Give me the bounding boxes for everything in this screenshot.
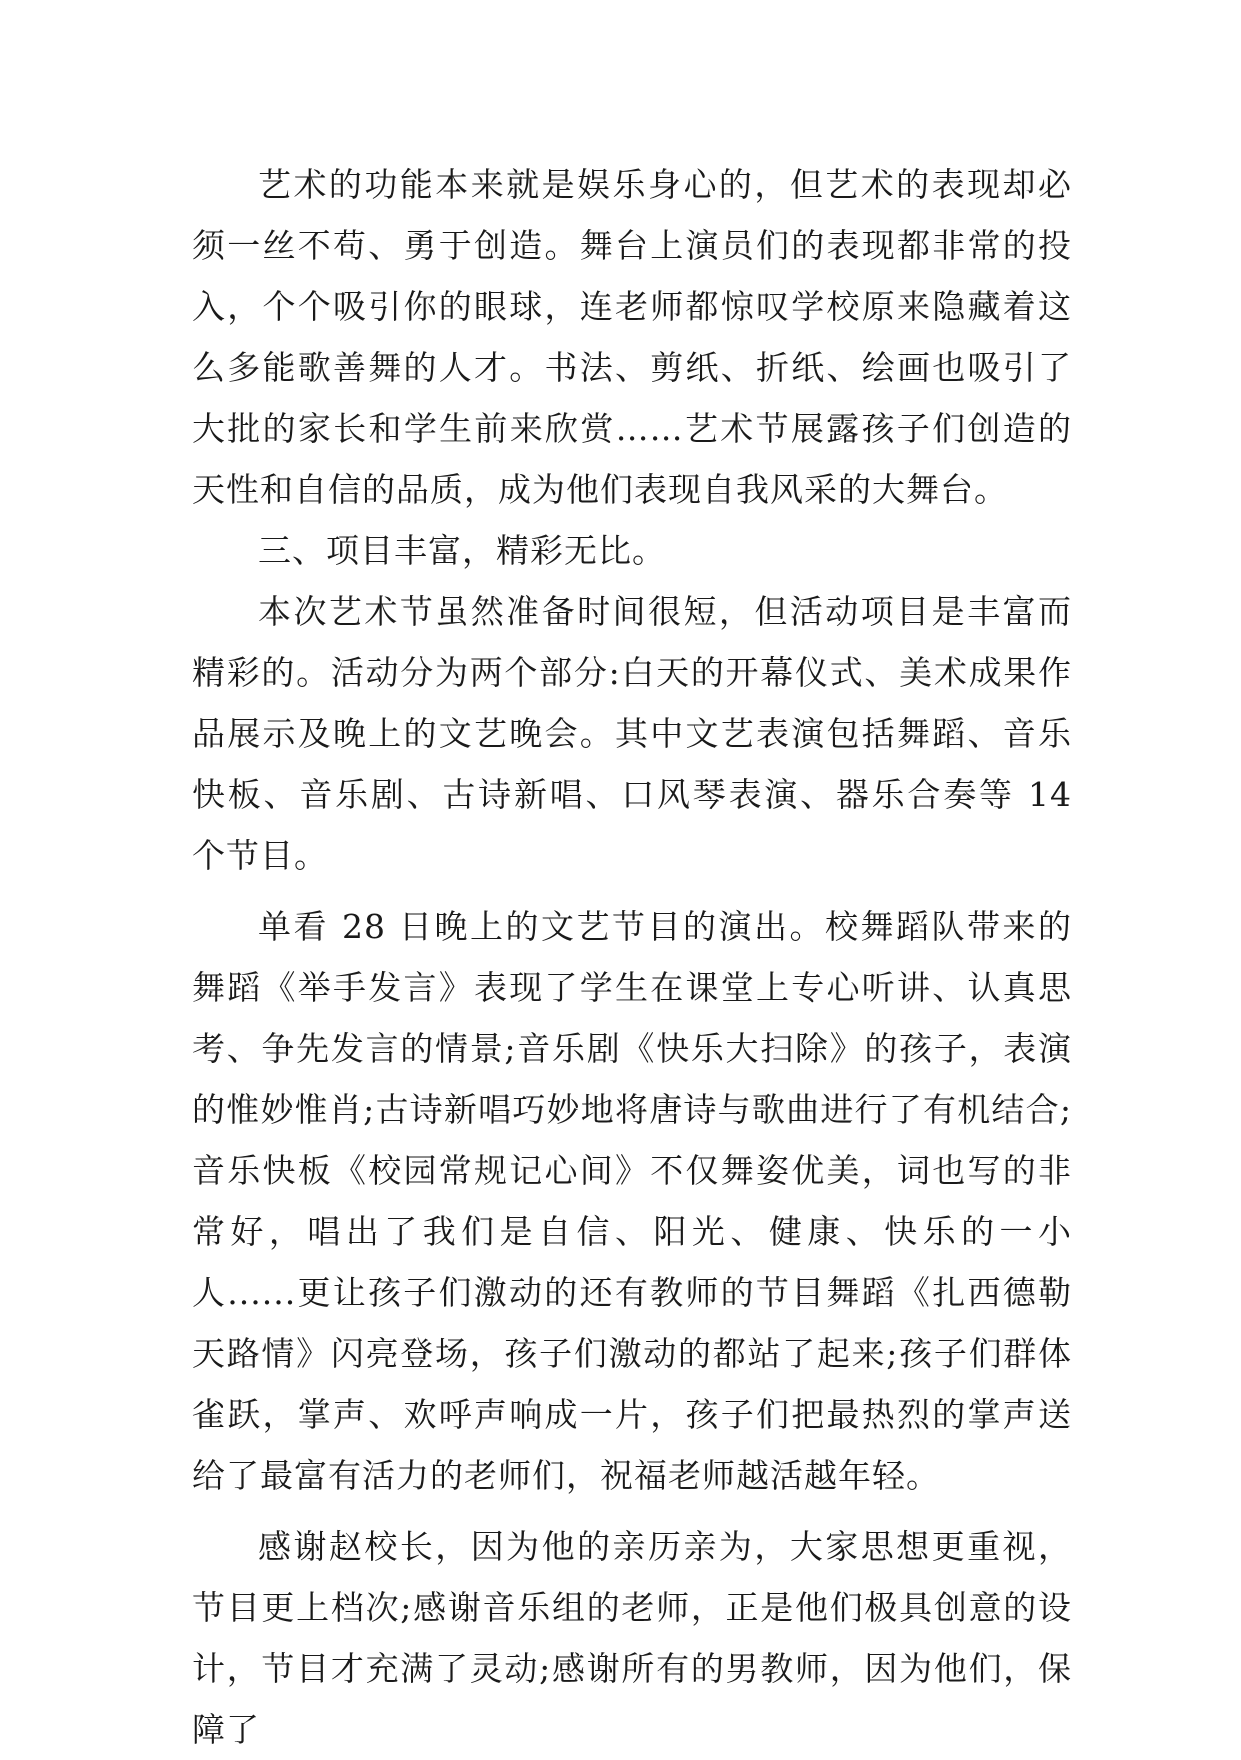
section-heading-three: 三、项目丰富，精彩无比。 bbox=[258, 531, 666, 570]
paragraph-art-function: 艺术的功能本来就是娱乐身心的，但艺术的表现却必须一丝不苟、勇于创造。舞台上演员们的表现都非常的投入，个个吸引你的眼球，连老师都惊叹学校原来隐藏着这么多能歌善舞的人才。书法、剪纸、折纸、绘画也吸引了大批的家长和学生前来欣赏……艺术节展露孩子们创造的天性和自信的品质，成为他们表现自我风采的大舞台。 bbox=[192, 165, 1072, 509]
paragraph-thanks: 感谢赵校长，因为他的亲历亲为，大家思想更重视，节目更上档次;感谢音乐组的老师，正是他们极具创意的设计，节目才充满了灵动;感谢所有的男教师，因为他们，保障了 bbox=[192, 1527, 1072, 1749]
paragraph-festival-items: 本次艺术节虽然准备时间很短，但活动项目是丰富而精彩的。活动分为两个部分:白天的开幕仪式、美术成果作品展示及晚上的文艺晚会。其中文艺表演包括舞蹈、音乐快板、音乐剧、古诗新唱、口风琴表演、器乐合奏等 14 个节目。 bbox=[192, 592, 1072, 875]
document-body bbox=[192, 154, 1072, 1760]
paragraph-evening-show: 单看 28 日晚上的文艺节目的演出。校舞蹈队带来的舞蹈《举手发言》表现了学生在课堂上专心听讲、认真思考、争先发言的情景;音乐剧《快乐大扫除》的孩子，表演的惟妙惟肖;古诗新唱巧妙地将唐诗与歌曲进行了有机结合;音乐快板《校园常规记心间》不仅舞姿优美，词也写的非常好，唱出了我们是自信、阳光、健康、快乐的一小人......更让孩子们激动的还有教师的节目舞蹈《扎西德勒天路情》闪亮登场，孩子们激动的都站了起来;孩子们群体雀跃，掌声、欢呼声响成一片，孩子们把最热烈的掌声送给了最富有活力的老师们，祝福老师越活越年轻。 bbox=[192, 907, 1072, 1495]
